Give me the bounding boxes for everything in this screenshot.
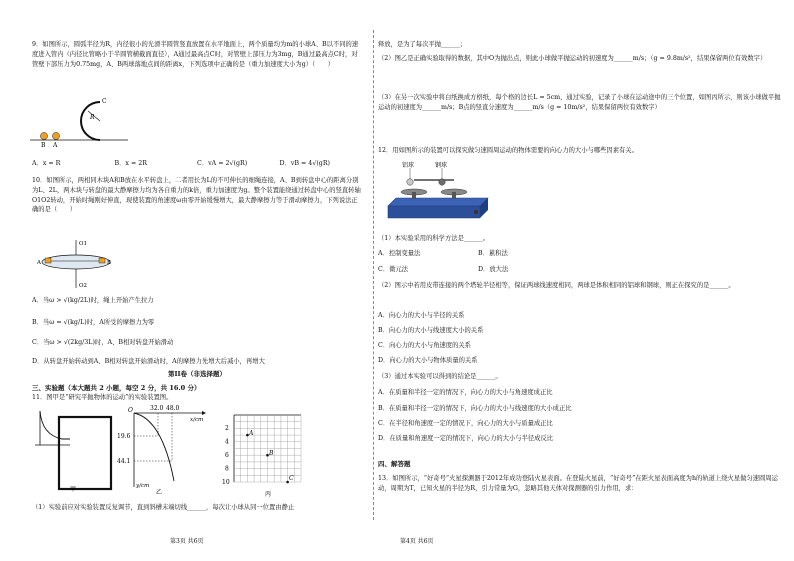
q12-right-shaft bbox=[452, 192, 456, 199]
q12-p2-option-a: A．向心力的大小与半径的关系 bbox=[378, 312, 465, 319]
volume-2-title: 第II卷（非选择题） bbox=[167, 370, 227, 378]
q9-label-r: R bbox=[90, 114, 95, 121]
q12-stem: 12．用如图所示的装置可以探究做匀速圆周运动的物体需要的向心力的大小与哪些因素有关。 bbox=[378, 147, 638, 154]
footer-right: 第4页 共6页 bbox=[400, 538, 434, 545]
q11-figure-jia bbox=[32, 405, 117, 493]
q9-option-d: D．vB = 4√(gR) bbox=[279, 160, 331, 167]
q11-figure-bing bbox=[222, 413, 312, 499]
q9-option-c: C．vA = 2√(gR) bbox=[197, 160, 248, 167]
q12-label-gq: 钢球 bbox=[435, 162, 448, 169]
q12-left-shaft bbox=[412, 192, 416, 199]
q9-ball-b bbox=[41, 133, 48, 140]
q11-caption-yi: 乙 bbox=[156, 489, 163, 495]
q12-p1-option-c: C．微元法 bbox=[378, 266, 409, 273]
q12-p3-option-d: D．在质量和角速度一定的情况下，向心力的大小与半径成反比 bbox=[378, 435, 554, 442]
q9-stem: 9．如图所示，圆弧半径为R，内径很小的光滑半圆管竖直放置在水平地面上，两个质量均为m的小球A、B以不同的速度进入管内（内径比管略小于半圆管横截面直径），A通过最高点C时，对管壁上部压力为3mg，B通过最高点C时，对管壁下部压力为0.75mg，A、B两球落地点间的距离x，下列选项中正确的是（重力加速度大小为g）（ ） bbox=[32, 41, 359, 68]
q12-p3-option-a: A．在质量和半径一定的情况下，向心力的大小与角速度成正比 bbox=[378, 389, 553, 396]
section-4-title: 四、解答题 bbox=[378, 460, 411, 468]
q11-yi-y1: 19.6 bbox=[117, 433, 131, 440]
q11-yi-xlabel: x/cm bbox=[190, 417, 204, 423]
q12-label-lq: 铝球 bbox=[402, 162, 415, 169]
q11-yi-origin: O bbox=[128, 407, 133, 414]
q9-label-c: C bbox=[102, 98, 107, 105]
q12-p1-option-a: A．控制变量法 bbox=[378, 250, 421, 257]
q11-jia-board bbox=[59, 417, 111, 489]
q12-p1-option-b: B．累积法 bbox=[478, 250, 508, 257]
q11-bing-tick-2: 2 bbox=[225, 425, 229, 432]
column-divider bbox=[373, 30, 374, 520]
q11-yi-x-arrow bbox=[202, 411, 206, 415]
q11-bing-tick-8: 8 bbox=[225, 465, 229, 473]
q10-figure bbox=[36, 238, 116, 290]
q11-part1: （1）实验前应对实验装置反复调节，直到斜槽末端切线______，每次让小球从同一位置由静止 bbox=[32, 504, 295, 511]
q9-ball-a bbox=[53, 133, 60, 140]
q10-stem: 10．如图所示，两相同木块A和B放在水平转盘上，二者用长为L的不可伸长的细绳连接，A、B到转盘中心的距离分别为L、2L，两木块与转盘的最大静摩擦力均为各自重力的k倍，重力加速度为g。整个装置能绕通过转盘中心的竖直转轴O1O2转动，开始时绳刚好伸直，现使装置的角速度ω由零开始缓慢增大，最大静摩擦力等于滑动摩擦力，下列说法正确的是（ ） bbox=[32, 177, 361, 214]
q9-option-b: B．x = 2R bbox=[114, 160, 148, 167]
q9-option-a: A．x = R bbox=[32, 160, 61, 167]
q11-bing-label-b: B bbox=[269, 450, 274, 457]
q11-bing-tick-10: 10 bbox=[222, 479, 230, 486]
q11-bing-label-a: A bbox=[249, 430, 254, 437]
q12-base-front bbox=[388, 206, 480, 218]
q9-tube bbox=[81, 102, 100, 140]
q10-label-o1: O1 bbox=[79, 241, 88, 247]
q11-part2: （2）图乙是正确实验取得的数据，其中O为抛出点，则此小球做平抛运动的初速度为______m/s；（g = 9.8m/s²，结果保留两位有效数字） bbox=[378, 55, 767, 62]
q10-block-a bbox=[45, 258, 51, 263]
q12-figure bbox=[380, 160, 492, 230]
q11-yi-x2: 48.0 bbox=[166, 405, 180, 412]
q12-p3-option-c: C．在半径和角速度一定的情况下，向心力的大小与质量成正比 bbox=[378, 420, 553, 427]
q12-p1-option-d: D．放大法 bbox=[478, 266, 509, 273]
q12-aluminum-ball bbox=[407, 179, 413, 185]
q11-bing-label-c: C bbox=[289, 475, 294, 482]
q9-figure bbox=[30, 95, 130, 147]
q11-bing-tick-4: 4 bbox=[225, 438, 229, 446]
q12-base-top bbox=[388, 198, 488, 206]
q9-label-b: B bbox=[41, 142, 46, 147]
q11-stem: 11．图甲是“研究平抛物体的运动”的实验装置图。 bbox=[32, 394, 173, 401]
q11-bing-grid bbox=[234, 415, 301, 482]
q12-part1: （1）本实验采用的科学方法是______。 bbox=[378, 235, 490, 242]
q11-yi-y2: 44.1 bbox=[117, 458, 131, 465]
q10-label-o2: O2 bbox=[79, 283, 88, 289]
q13-stem: 13．如图所示，“好奇号”火星探测器于2012年成功登陆火星表面。在登陆火星前，“好奇号”在距火星表面高度为h的轨道上绕火星做匀速圆周运动，周期为T，已知火星的半径为R，引力常量为G，忽略其他天体对探测器的引力作用，求： bbox=[378, 475, 778, 492]
q10-label-b: B bbox=[107, 260, 112, 266]
q9-label-a: A bbox=[53, 142, 58, 147]
q11-bing-tick-6: 6 bbox=[225, 452, 229, 459]
q11-yi-trajectory bbox=[134, 413, 174, 481]
q12-p3-option-b: B．在质量和半径一定的情况下，向心力的大小与线速度的大小成正比 bbox=[378, 405, 572, 412]
right-page bbox=[378, 0, 794, 561]
q11-part3: （3）在另一次实验中将白纸换成方格纸，每个格的边长L = 5cm，通过实验，记录了小球在运动途中的三个位置，如图丙所示，则该小球做平抛运动的初速度为______m/s；B点的竖直分速度为______m/s（g = 10m/s²，结果保留两位有效数字） bbox=[378, 94, 781, 111]
q12-p2-option-b: B．向心力的大小与线速度大小的关系 bbox=[378, 327, 484, 334]
q10-block-b bbox=[99, 258, 105, 263]
q12-p2-option-c: C．向心力的大小与角速度的关系 bbox=[378, 342, 471, 349]
q10-label-a: A bbox=[37, 260, 41, 266]
q12-p2-option-d: D．向心力的大小与物体质量的关系 bbox=[378, 357, 478, 364]
q10-option-c: C．当ω > √(2kg/3L)时，A、B相对转盘开始滑动 bbox=[32, 339, 174, 346]
q11-figure-yi bbox=[112, 403, 210, 495]
q11-yi-ylabel: y/cm bbox=[136, 483, 150, 489]
q11-caption-jia: 甲 bbox=[70, 486, 77, 493]
section-3-title: 三、实验题（本大题共 2 小题，每空 2 分，共 16.0 分） bbox=[32, 384, 201, 392]
footer-left: 第3页 共6页 bbox=[170, 538, 204, 545]
q10-option-a: A．当ω > √(kg/2L)时，绳上开始产生拉力 bbox=[32, 297, 154, 304]
left-page bbox=[0, 0, 372, 561]
q11-part1-cont: 释放，是为了每次平抛______； bbox=[378, 41, 467, 48]
q12-crank bbox=[474, 210, 478, 214]
q10-option-d: D．从转盘开始转动到A、B相对转盘开始滑动时，A的摩擦力先增大后减小，再增大 bbox=[32, 358, 265, 365]
q11-yi-x1: 32.0 bbox=[150, 405, 164, 412]
q9-options bbox=[32, 158, 362, 167]
q12-steel-ball bbox=[439, 179, 445, 185]
q12-part2: （2）图示中若用皮带连接的两个塔轮半径相等，保证两球线速度相同，两球是体积相同的铝球和钢球，则正在探究的是______。 bbox=[378, 282, 735, 289]
q11-jia-chute bbox=[40, 411, 70, 439]
q12-part3: （3）通过本实验可以得到的结论是______。 bbox=[378, 373, 502, 380]
q10-option-b: B．当ω = √(kg/L)时，A所受的摩擦力为零 bbox=[32, 319, 155, 326]
q11-caption-bing: 丙 bbox=[265, 491, 272, 498]
